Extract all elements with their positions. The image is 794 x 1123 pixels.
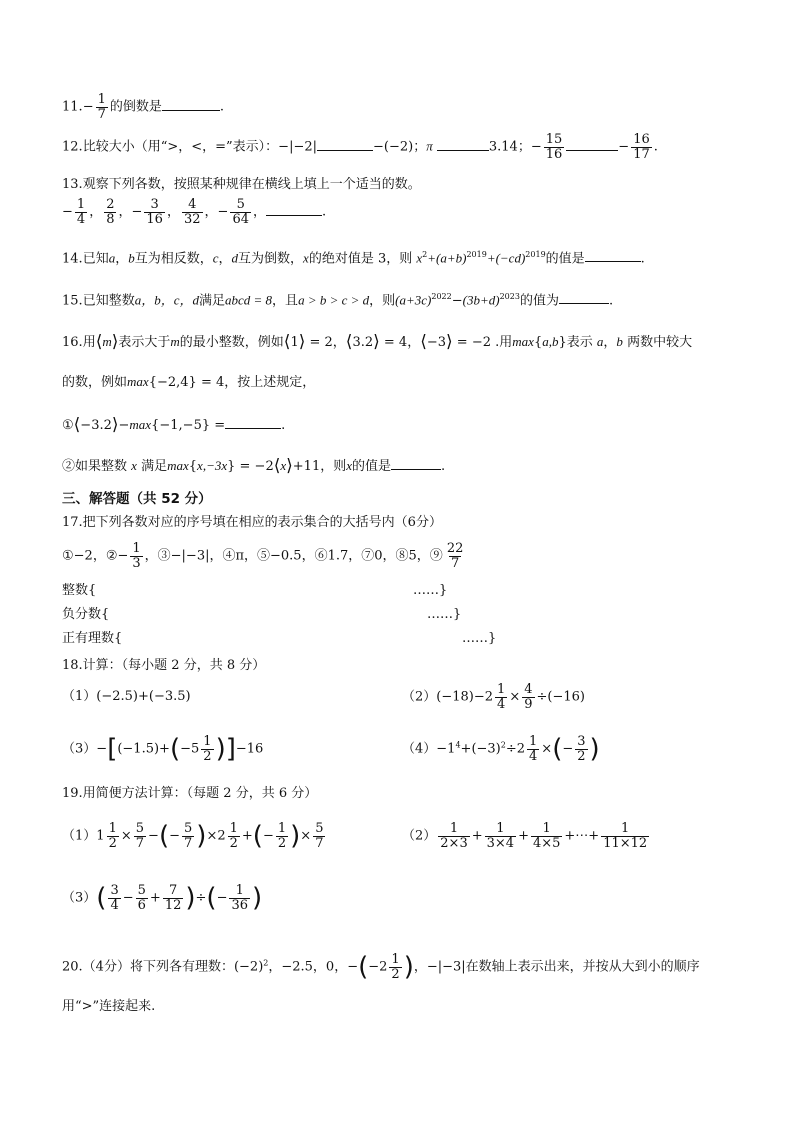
question-13	[62, 178, 421, 191]
expression: (−2)	[233, 959, 264, 975]
denominator: 11×12	[603, 835, 648, 851]
numerator: 1	[203, 734, 212, 749]
question-number: 16.	[62, 335, 83, 350]
q18-part4	[402, 735, 600, 763]
question-number: 11.	[62, 99, 83, 115]
fraction	[544, 133, 565, 161]
denominator: 36	[231, 897, 249, 913]
question-16: 16.用⟨m⟩表示大于m的最小整数，例如⟨1⟩ = 2，⟨3.2⟩ = 4，⟨−3⟩ = −2 .用max{a,b}表示 a，b 两数中较大	[62, 332, 693, 352]
numerator: 1	[449, 821, 459, 836]
numerator: 3	[110, 883, 119, 898]
text: 已知	[82, 251, 109, 267]
separator: ，	[204, 204, 218, 220]
part-number: （4）	[402, 741, 437, 757]
minus-sign: −	[530, 139, 542, 155]
denominator: 2×3	[440, 835, 468, 851]
expression: (3b+d)	[462, 292, 500, 308]
numerator: 1	[277, 821, 287, 836]
text: 互为倒数，	[238, 251, 304, 267]
right-angle: ⟩	[111, 332, 119, 352]
denominator: 2	[391, 966, 400, 982]
numerator: 2	[106, 197, 115, 212]
separator: ；	[517, 139, 531, 155]
q19-part3: （3）( $\frac{3}{4}$ − $\frac{5}{6}$ + $\frac{7}{12}$ )÷(− $\frac{1}{36}$ )	[62, 883, 263, 914]
fraction	[229, 884, 250, 912]
max-function: max	[512, 334, 534, 349]
max-function: max	[129, 417, 152, 432]
question-11: 11.− $\frac{1}{7}$ 的倒数是 .	[62, 92, 225, 122]
right-paren: )	[185, 883, 196, 914]
right-paren: )	[215, 734, 226, 765]
denominator: 7	[135, 835, 145, 851]
left-angle: ⟨	[283, 332, 291, 352]
max-function: max	[127, 374, 149, 389]
text: 用	[82, 335, 96, 350]
numerator: 3	[577, 734, 586, 749]
denominator: 4	[76, 211, 86, 227]
question-16-line2: 的数，例如max{−2,4} = 4，按上述规定，	[62, 374, 316, 390]
numerator: 5	[137, 883, 146, 898]
fraction	[134, 822, 146, 850]
left-paren: (	[169, 734, 181, 765]
fraction	[130, 542, 142, 570]
question-number: 14.	[62, 251, 83, 267]
set-positive-rationals[interactable]	[62, 632, 122, 645]
right-angle: ⟩	[111, 415, 119, 435]
text: = −2 .	[452, 335, 500, 350]
numerator: 1	[621, 821, 630, 836]
text: ，	[115, 251, 129, 267]
expression: +(−3)	[460, 741, 501, 757]
numerator: 1	[497, 682, 506, 697]
fraction	[182, 822, 194, 850]
fraction	[96, 93, 108, 121]
denominator: 7	[184, 835, 193, 851]
right-paren: )	[290, 821, 301, 852]
value: −3	[426, 335, 447, 350]
denominator: 3×4	[486, 835, 515, 851]
denominator: 2	[577, 748, 586, 764]
denominator: 8	[106, 211, 115, 227]
exponent: 2019	[525, 250, 546, 259]
text: ，③−|−3|，④π，⑤−0.5，⑥1.7，⑦0，⑧5，⑨	[144, 548, 443, 564]
text: 的最小整数，例如	[179, 335, 284, 350]
expression: −2	[368, 959, 388, 975]
denominator: 16	[146, 211, 163, 227]
text: ，−2.5，0，−	[268, 959, 359, 975]
text: 表示	[566, 335, 593, 350]
exponent: 2	[500, 740, 506, 750]
answer-blank[interactable]	[317, 149, 373, 151]
minus-sign: −	[96, 741, 108, 757]
var-d: d	[231, 250, 239, 266]
text: = 4，按上述规定，	[196, 375, 316, 390]
right-paren: )	[252, 883, 263, 914]
denominator: 64	[232, 211, 249, 227]
answer-blank[interactable]	[391, 468, 441, 470]
left-angle: ⟨	[420, 332, 427, 352]
minus-sign: −	[562, 741, 574, 757]
part-number: （3）	[62, 890, 97, 906]
numerator: 1	[542, 821, 551, 836]
denominator: 2	[108, 835, 117, 851]
left-bracket: [	[107, 734, 118, 765]
right-angle: ⟩	[373, 332, 380, 352]
arguments: −1,−5	[159, 418, 202, 433]
set-close: ……}	[462, 631, 497, 646]
fraction	[485, 822, 516, 850]
set-label: 整数{	[62, 583, 97, 598]
text: = 4，	[379, 335, 421, 350]
answer-blank[interactable]	[566, 149, 618, 151]
expression: (a+3c)	[395, 292, 432, 308]
fraction	[631, 133, 652, 161]
denominator: 4	[497, 696, 506, 712]
right-paren: )	[196, 821, 207, 852]
right-angle: ⟩	[298, 332, 306, 352]
question-18-title: 18.计算：（每小题 2 分，共 8 分）	[62, 658, 266, 673]
separator: ，	[252, 204, 266, 220]
text: = 2，	[305, 335, 346, 350]
left-paren: (	[96, 883, 107, 914]
question-20	[62, 953, 700, 981]
numerator: 5	[236, 197, 245, 212]
answer-blank[interactable]	[162, 109, 220, 111]
left-paren: (	[552, 734, 563, 765]
separator: ，	[166, 204, 180, 220]
expression: −16	[235, 741, 264, 757]
numerator: 16	[633, 132, 650, 147]
fraction	[136, 884, 148, 912]
numerator: 1	[391, 952, 400, 967]
variables: a，b，c，d	[134, 292, 199, 308]
left-paren: (	[206, 883, 217, 914]
question-number: 12.	[62, 139, 83, 155]
text: 的绝对值是 3，则	[308, 251, 413, 267]
sequence-term	[230, 198, 251, 226]
question-16-part1: ①⟨−3.2⟩−max{−1,−5} = .	[62, 415, 286, 435]
text: ，则	[369, 293, 396, 309]
set-negative-fractions[interactable]	[62, 608, 109, 621]
fraction	[438, 822, 469, 850]
text: ，−|−3|在数轴上表示出来，并按从大到小的顺序	[413, 959, 700, 975]
denominator: 17	[633, 146, 650, 162]
arguments: −2,4	[156, 375, 189, 390]
value: 3.14	[488, 139, 518, 155]
numerator: 1	[529, 734, 538, 749]
fraction	[276, 822, 288, 850]
exponent: 4	[455, 740, 461, 750]
var-b: b	[128, 250, 135, 266]
numerator: 1	[76, 197, 86, 212]
question-19-title: 19.用简便方法计算：（每题 2 分，共 6 分）	[62, 786, 318, 801]
part-number: ①	[62, 418, 74, 433]
denominator: 4	[110, 897, 119, 913]
numerator: 5	[184, 821, 193, 836]
left-angle: ⟨	[273, 456, 281, 476]
question-20-line2: 用“>”连接起来.	[62, 999, 156, 1014]
expression: −|−2|	[278, 139, 317, 155]
text: 已知整数	[82, 293, 135, 309]
text: 的值是	[545, 251, 585, 267]
minus-sign: −	[451, 293, 463, 309]
text: = −2	[235, 459, 274, 474]
ellipsis: +⋯+	[564, 828, 600, 844]
text: ①−2，②−	[62, 548, 129, 564]
numerator: 1	[229, 821, 238, 836]
numerator: 1	[97, 92, 106, 107]
text: 满足	[198, 293, 225, 309]
sequence-term	[182, 198, 203, 226]
text: 两数中较大	[627, 335, 693, 350]
arguments: a,b	[542, 334, 559, 349]
set-label: 正有理数{	[62, 631, 123, 646]
q18-part1	[62, 690, 191, 703]
var-x: x	[346, 458, 352, 473]
numerator: 1	[132, 541, 141, 556]
question-17-items	[62, 542, 467, 570]
set-label: 负分数{	[62, 607, 110, 622]
question-16-part2: ②如果整数 x 满足max{x,−3x} = −2⟨x⟩+11，则x的值是 .	[62, 456, 446, 476]
part-number: （2）	[402, 689, 437, 705]
var-c: c	[212, 250, 219, 266]
left-angle: ⟨	[345, 332, 353, 352]
text: 满足	[141, 459, 168, 474]
expression: ÷2	[505, 741, 526, 757]
right-bracket: ]	[225, 734, 236, 765]
set-close: ……}	[413, 583, 448, 598]
value: 3.2	[352, 335, 374, 350]
q18-part3	[62, 735, 263, 763]
expression: (−2.5)+(−3.5)	[96, 689, 191, 704]
var-x: x	[131, 458, 137, 473]
denominator: 7	[450, 555, 460, 571]
numerator: 4	[188, 197, 197, 212]
period: .	[322, 204, 327, 220]
fraction	[522, 683, 534, 711]
numerator: 4	[524, 682, 533, 697]
question-number: 15.	[62, 293, 83, 309]
text: ②如果整数	[62, 459, 128, 474]
denominator: 4×5	[532, 835, 561, 851]
fraction	[531, 822, 562, 850]
var-a: a	[108, 250, 116, 266]
expression: x	[416, 250, 423, 266]
q18-part2	[402, 683, 585, 711]
minus-sign: −	[131, 204, 143, 220]
denominator: 4	[529, 748, 538, 764]
separator: ；	[413, 139, 427, 155]
answer-blank[interactable]	[225, 427, 281, 429]
section-heading: 三、解答题（共 52 分）	[62, 491, 212, 507]
left-paren: (	[158, 821, 170, 852]
q19-part2: （2） $\frac{1}{2\times 3}$ + $\frac{1}{3\times 4}$ + $\frac{1}{4\times 5}$ +⋯+ $\frac{1}{11\times 12}$	[402, 821, 648, 851]
pi-symbol: π	[426, 138, 433, 154]
answer-blank[interactable]	[266, 214, 322, 216]
minus-sign: −	[118, 418, 130, 433]
fraction	[495, 683, 507, 711]
left-paren: (	[252, 821, 263, 852]
left-angle: ⟨	[95, 332, 103, 352]
expression: (−1.5)+	[117, 741, 170, 757]
text: 表示大于	[118, 335, 171, 350]
fraction	[445, 542, 466, 570]
text: 的数，例如	[62, 375, 128, 390]
fraction	[107, 822, 119, 850]
numerator: 5	[315, 821, 324, 836]
text: 的值是	[352, 459, 392, 474]
text: 20.（4分）将下列各有理数：	[62, 959, 234, 975]
exponent: 2023	[499, 292, 520, 301]
expression: +(a+b)	[427, 250, 467, 266]
part-number: （1）	[62, 689, 97, 704]
exponent: 2	[422, 250, 428, 259]
text: 的值为	[519, 293, 559, 309]
expression: −(−2)	[373, 139, 414, 155]
numerator: 7	[168, 883, 178, 898]
text: ，	[218, 251, 232, 267]
right-angle: ⟩	[446, 332, 453, 352]
denominator: 6	[137, 897, 146, 913]
var-b: b	[616, 334, 623, 349]
right-paren: )	[589, 734, 600, 765]
minus-sign: −	[618, 139, 630, 155]
expression: (−18)−2	[436, 689, 494, 705]
value: 1	[290, 335, 299, 350]
condition: abcd = 8	[225, 292, 273, 308]
answer-blank[interactable]	[437, 149, 489, 151]
denominator: 2	[203, 748, 212, 764]
minus-sign: −	[62, 204, 73, 220]
numerator: 3	[150, 197, 159, 212]
var-m: m	[170, 334, 180, 349]
sequence-term	[75, 198, 87, 226]
q19-part1: （1）1 $\frac{1}{2}$ × $\frac{5}{7}$ −(− $\frac{5}{7}$ )×2 $\frac{1}{2}$ +(− $\frac{1}{2}$ )× $\frac{5}{7}$	[62, 821, 324, 852]
text: +11，则	[292, 459, 347, 474]
exponent: 2	[263, 958, 269, 968]
var-x: x	[280, 458, 287, 473]
numerator: 15	[545, 132, 563, 147]
fraction	[108, 884, 120, 912]
denominator: 3	[132, 555, 141, 571]
denominator: 2	[229, 835, 238, 851]
right-paren: )	[403, 952, 414, 983]
set-close: ……}	[427, 607, 462, 622]
question-15: 15.已知整数a，b，c，d满足abcd = 8，且a > b > c > d，则$(a+3c)^{2022}-(3b+d)^{2023}$的值为 .	[62, 292, 614, 309]
expression: −5	[180, 741, 200, 757]
denominator: 7	[97, 106, 106, 122]
denominator: 7	[315, 835, 324, 851]
part-number: （1）	[62, 828, 97, 844]
right-angle: ⟩	[286, 456, 293, 476]
arguments: x,−3x	[197, 458, 228, 473]
fraction	[389, 953, 401, 981]
fraction	[201, 735, 213, 763]
text: 互为相反数，	[134, 251, 213, 267]
fraction	[313, 822, 325, 850]
fraction	[163, 884, 184, 912]
expression: −1	[436, 741, 456, 757]
exponent: 2022	[431, 292, 452, 301]
text: ，且	[272, 293, 299, 309]
text: 用	[499, 335, 513, 350]
minus-sign: −	[82, 99, 94, 115]
left-angle: ⟨	[73, 415, 81, 435]
denominator: 16	[545, 146, 563, 162]
inequality: a > b > c > d	[298, 292, 370, 308]
question-12: 12.比较大小（用“>，<，=”表示）：−|−2| −(−2)；π 3.14；− $\frac{15}{16}$ − $\frac{16}{17}$ .	[62, 132, 658, 162]
part-number: （2）	[402, 828, 437, 844]
expression: +(−cd)	[486, 250, 526, 266]
left-paren: (	[358, 952, 369, 983]
question-text: 比较大小（用“>，<，=”表示）：	[82, 139, 279, 155]
separator: ，	[89, 204, 103, 220]
numerator: 22	[446, 541, 464, 556]
sequence-term	[144, 198, 165, 226]
minus-sign: −	[217, 204, 229, 220]
expression: ÷(−16)	[536, 689, 585, 705]
question-text: 的倒数是	[109, 99, 162, 115]
question-number: 13.	[62, 177, 83, 192]
var-m: m	[102, 334, 112, 349]
times-sign: ×	[509, 689, 521, 705]
var-a: a	[596, 334, 604, 349]
part-number: （3）	[62, 741, 97, 757]
question-13-sequence	[62, 198, 326, 226]
max-function: max	[167, 458, 189, 473]
numerator: 1	[496, 821, 505, 836]
exponent: 2019	[466, 250, 487, 259]
denominator: 12	[164, 897, 182, 913]
denominator: 9	[524, 696, 533, 712]
fraction	[527, 735, 539, 763]
sequence-term	[104, 198, 116, 226]
question-17-title: 17.把下列各数对应的序号填在相应的表示集合的大括号内（6分）	[62, 515, 442, 530]
fraction	[228, 822, 240, 850]
answer-blank[interactable]	[585, 260, 641, 262]
fraction	[601, 822, 649, 850]
value: −3.2	[80, 418, 112, 433]
separator: ，	[118, 204, 132, 220]
numerator: 1	[235, 883, 244, 898]
question-text: 观察下列各数，按照某种规律在横线上填上一个适当的数。	[82, 177, 421, 192]
question-14: 14.已知a，b互为相反数，c，d互为倒数，x的绝对值是 3，则 $x^2+(a+b)^{2019}+(-cd)^{2019}$的值是 .	[62, 250, 645, 267]
numerator: 5	[135, 821, 145, 836]
denominator: 32	[183, 211, 201, 227]
set-integers[interactable]	[62, 584, 96, 597]
fraction	[575, 735, 587, 763]
numerator: 1	[108, 821, 117, 836]
times-sign: ×	[541, 741, 553, 757]
var-x: x	[303, 250, 309, 266]
denominator: 2	[277, 835, 287, 851]
text: =	[210, 418, 226, 433]
answer-blank[interactable]	[559, 302, 609, 304]
